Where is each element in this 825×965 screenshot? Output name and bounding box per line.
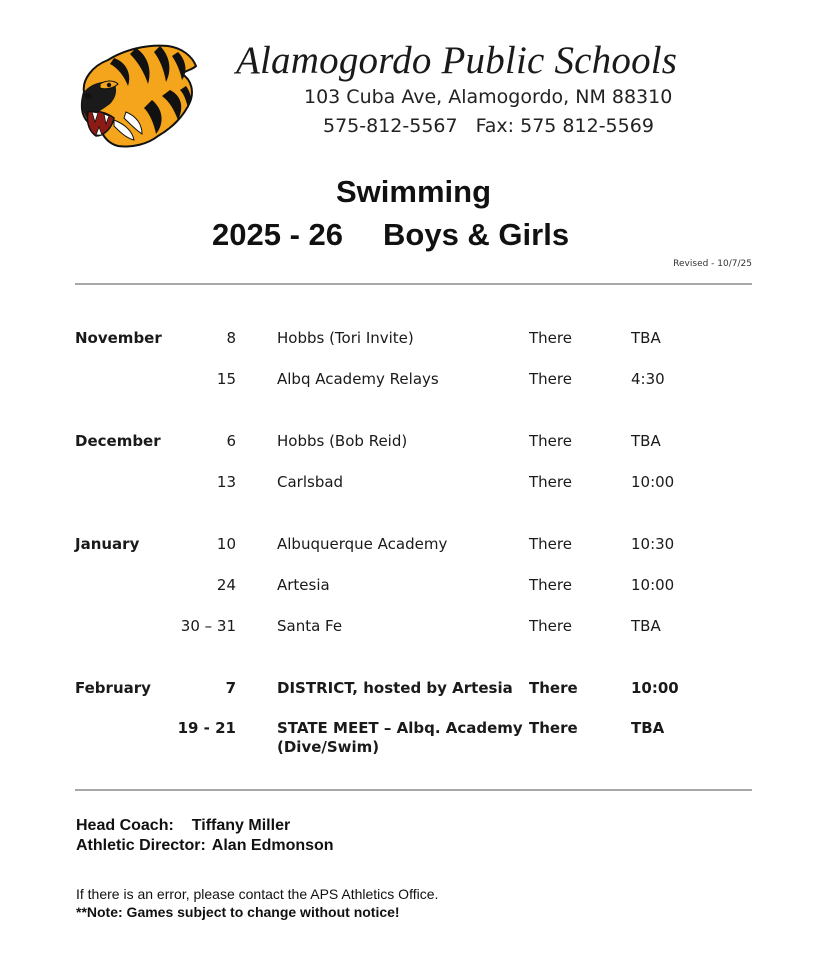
bottom-divider <box>75 789 752 791</box>
schedule-month: November <box>75 329 162 347</box>
schedule-date: 30 – 31 <box>180 617 236 635</box>
schedule-time: TBA <box>631 617 661 635</box>
schedule-opponent: Albuquerque Academy <box>277 535 448 553</box>
schedule-time: 10:00 <box>631 576 675 594</box>
schedule-time: 10:00 <box>631 473 675 491</box>
schedule-month: December <box>75 432 161 450</box>
athletic-director-name: Alan Edmonson <box>211 837 334 854</box>
schedule-opponent: Hobbs (Bob Reid) <box>277 432 408 450</box>
schedule-time: 10:30 <box>631 535 675 553</box>
schedule-location: There <box>529 432 572 450</box>
schedule-location: There <box>529 719 578 737</box>
season-years: 2025 - 26 <box>212 217 343 252</box>
schedule-opponent: Carlsbad <box>277 473 344 491</box>
change-notice: **Note: Games subject to change without notice! <box>76 904 400 920</box>
schedule-month: February <box>75 679 151 697</box>
schedule-date: 6 <box>226 432 236 450</box>
schedule-month: January <box>75 535 140 553</box>
schedule-opponent-line2: (Dive/Swim) <box>277 738 380 756</box>
schedule-opponent: Hobbs (Tori Invite) <box>277 329 414 347</box>
schedule-location: There <box>529 329 572 347</box>
schedule-date: 15 <box>216 370 236 388</box>
schedule-time: 10:00 <box>631 679 679 697</box>
schedule-date: 8 <box>226 329 236 347</box>
athletic-director-label: Athletic Director: <box>76 837 206 854</box>
athletic-director-line <box>76 836 334 856</box>
school-address: 103 Cuba Ave, Alamogordo, NM 88310 <box>304 86 673 108</box>
phone-number: 575-812-5567 <box>323 115 458 137</box>
schedule-date: 19 - 21 <box>177 719 236 737</box>
schedule-time: TBA <box>631 719 665 737</box>
head-coach-line <box>76 816 334 836</box>
schedule-location: There <box>529 617 572 635</box>
schedule-opponent: DISTRICT, hosted by Artesia <box>277 679 513 697</box>
schedule-opponent: Santa Fe <box>277 617 343 635</box>
revised-date: Revised - 10/7/25 <box>673 259 752 269</box>
schedule-time: 4:30 <box>631 370 665 388</box>
schedule-time: TBA <box>631 432 661 450</box>
schedule-location: There <box>529 679 578 697</box>
footer-notes <box>76 885 438 921</box>
head-coach-label: Head Coach: <box>76 817 174 834</box>
schedule-opponent <box>277 719 523 756</box>
schedule-date: 13 <box>216 473 236 491</box>
head-coach-name: Tiffany Miller <box>191 817 291 834</box>
schedule-opponent: Albq Academy Relays <box>277 370 439 388</box>
school-name: Alamogordo Public Schools <box>236 39 678 82</box>
schedule-location: There <box>529 576 572 594</box>
schedule-date: 24 <box>216 576 236 594</box>
sport-title: Swimming <box>335 174 491 209</box>
error-contact-text: If there is an error, please contact the APS Athletics Office. <box>76 886 439 902</box>
schedule-date: 7 <box>225 679 236 697</box>
schedule-location: There <box>529 535 572 553</box>
staff-info <box>76 816 334 856</box>
fax-number: Fax: 575 812-5569 <box>475 115 654 137</box>
schedule-location: There <box>529 370 572 388</box>
schedule-opponent: Artesia <box>277 576 330 594</box>
schedule-opponent-line1: STATE MEET – Albq. Academy <box>277 719 523 737</box>
schedule-location: There <box>529 473 572 491</box>
schedule-time: TBA <box>631 329 661 347</box>
season-division: Boys & Girls <box>383 217 570 252</box>
schedule-date: 10 <box>216 535 236 553</box>
